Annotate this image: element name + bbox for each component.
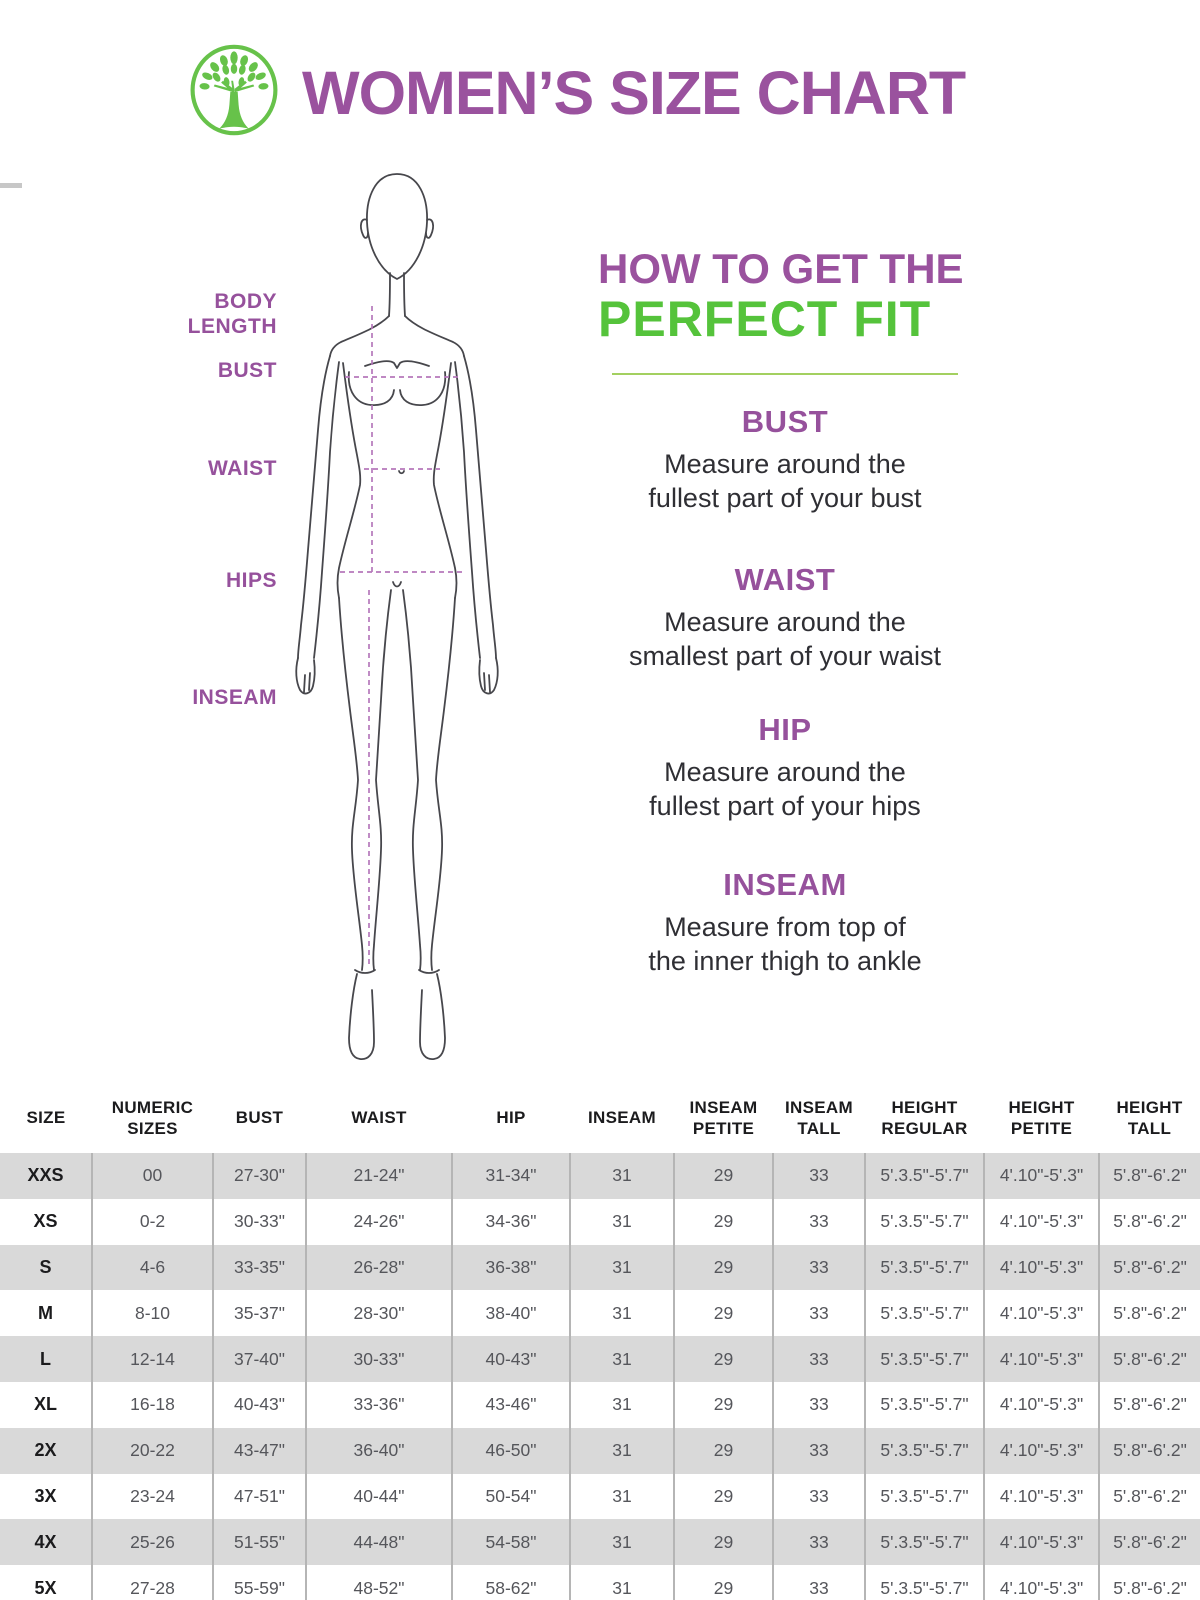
value-cell: 4'.10"-5'.3" [984,1153,1099,1199]
guide-text: smallest part of your waist [628,641,942,671]
guide-heading-hip: HIP [758,712,812,747]
size-cell: 4X [0,1519,92,1565]
size-row-xs [0,1199,1200,1245]
guide-text: Measure around the [664,607,906,637]
value-cell: 4'.10"-5'.3" [984,1336,1099,1382]
guide-title-line1: HOW TO GET THE [598,245,964,292]
value-cell: 5'.3.5"-5'.7" [865,1290,984,1336]
value-cell: 33 [773,1565,865,1600]
value-cell: 5'.3.5"-5'.7" [865,1199,984,1245]
value-cell: 51-55" [213,1519,306,1565]
value-cell: 5'.8"-6'.2" [1099,1382,1200,1428]
value-cell: 4'.10"-5'.3" [984,1382,1099,1428]
value-cell: 47-51" [213,1474,306,1520]
guide-text: fullest part of your hips [649,791,921,821]
value-cell: 50-54" [452,1474,570,1520]
size-row-xxs [0,1153,1200,1199]
page-title: WOMEN’S SIZE CHART [302,59,966,127]
value-cell: 29 [674,1290,773,1336]
figure-label-waist: WAIST [208,457,277,480]
figure-label-bust: BUST [217,359,277,382]
value-cell: 31 [570,1565,674,1600]
size-row-5x [0,1565,1200,1600]
body-figure-illustration [287,170,517,1070]
guide-text: the inner thigh to ankle [648,946,922,976]
column-header-height-regular: HEIGHT REGULAR [865,1068,984,1153]
size-cell: 5X [0,1565,92,1600]
value-cell: 5'.3.5"-5'.7" [865,1336,984,1382]
value-cell: 5'.3.5"-5'.7" [865,1428,984,1474]
value-cell: 27-28 [92,1565,213,1600]
value-cell: 48-52" [306,1565,452,1600]
value-cell: 29 [674,1519,773,1565]
value-cell: 54-58" [452,1519,570,1565]
value-cell: 40-43" [452,1336,570,1382]
guide-title-line2: PERFECT FIT [598,291,932,347]
value-cell: 5'.8"-6'.2" [1099,1428,1200,1474]
value-cell: 46-50" [452,1428,570,1474]
figure-label-inseam: INSEAM [192,686,277,709]
value-cell: 4'.10"-5'.3" [984,1199,1099,1245]
value-cell: 5'.8"-6'.2" [1099,1290,1200,1336]
value-cell: 31 [570,1336,674,1382]
size-row-4x [0,1519,1200,1565]
value-cell: 40-43" [213,1382,306,1428]
column-header-inseam-petite: INSEAM PETITE [674,1068,773,1153]
value-cell: 29 [674,1428,773,1474]
value-cell: 29 [674,1474,773,1520]
size-table-header-row [0,1068,1200,1153]
value-cell: 5'.3.5"-5'.7" [865,1245,984,1291]
value-cell: 26-28" [306,1245,452,1291]
value-cell: 31 [570,1428,674,1474]
guide-heading-inseam: INSEAM [723,867,847,902]
guide-heading-bust: BUST [741,404,829,439]
value-cell: 33 [773,1153,865,1199]
guide-heading-waist: WAIST [734,562,836,597]
value-cell: 44-48" [306,1519,452,1565]
value-cell: 30-33" [213,1199,306,1245]
value-cell: 20-22 [92,1428,213,1474]
value-cell: 4-6 [92,1245,213,1291]
value-cell: 31 [570,1382,674,1428]
value-cell: 5'.8"-6'.2" [1099,1474,1200,1520]
value-cell: 29 [674,1153,773,1199]
value-cell: 5'.8"-6'.2" [1099,1199,1200,1245]
size-cell: XS [0,1199,92,1245]
value-cell: 43-46" [452,1382,570,1428]
value-cell: 37-40" [213,1336,306,1382]
value-cell: 29 [674,1336,773,1382]
value-cell: 21-24" [306,1153,452,1199]
value-cell: 4'.10"-5'.3" [984,1290,1099,1336]
value-cell: 4'.10"-5'.3" [984,1519,1099,1565]
value-cell: 16-18 [92,1382,213,1428]
value-cell: 33 [773,1382,865,1428]
value-cell: 33 [773,1519,865,1565]
value-cell: 33 [773,1290,865,1336]
figure-label-body-length: BODY LENGTH [187,290,277,338]
guide-text: Measure from top of [664,912,906,942]
column-header-hip: HIP [452,1068,570,1153]
value-cell: 29 [674,1199,773,1245]
value-cell: 5'.3.5"-5'.7" [865,1565,984,1600]
size-cell: 2X [0,1428,92,1474]
tree-logo-icon [188,42,280,138]
value-cell: 5'.8"-6'.2" [1099,1565,1200,1600]
value-cell: 00 [92,1153,213,1199]
value-cell: 33 [773,1428,865,1474]
value-cell: 31 [570,1153,674,1199]
size-table-body [0,1153,1200,1600]
guide-section-hip [598,712,972,823]
value-cell: 29 [674,1245,773,1291]
value-cell: 5'.3.5"-5'.7" [865,1382,984,1428]
value-cell: 34-36" [452,1199,570,1245]
value-cell: 38-40" [452,1290,570,1336]
guide-divider [612,373,958,375]
value-cell: 40-44" [306,1474,452,1520]
value-cell: 43-47" [213,1428,306,1474]
value-cell: 5'.3.5"-5'.7" [865,1474,984,1520]
value-cell: 4'.10"-5'.3" [984,1565,1099,1600]
value-cell: 31 [570,1474,674,1520]
value-cell: 12-14 [92,1336,213,1382]
column-header-inseam: INSEAM [570,1068,674,1153]
edge-tick [0,183,22,188]
value-cell: 35-37" [213,1290,306,1336]
column-header-size: SIZE [0,1068,92,1153]
value-cell: 29 [674,1382,773,1428]
value-cell: 5'.3.5"-5'.7" [865,1153,984,1199]
value-cell: 4'.10"-5'.3" [984,1428,1099,1474]
value-cell: 8-10 [92,1290,213,1336]
column-header-inseam-tall: INSEAM TALL [773,1068,865,1153]
value-cell: 55-59" [213,1565,306,1600]
guide-text: fullest part of your bust [648,483,922,513]
value-cell: 5'.8"-6'.2" [1099,1519,1200,1565]
value-cell: 31-34" [452,1153,570,1199]
column-header-bust: BUST [213,1068,306,1153]
value-cell: 31 [570,1245,674,1291]
value-cell: 29 [674,1565,773,1600]
column-header-numeric-sizes: NUMERIC SIZES [92,1068,213,1153]
value-cell: 0-2 [92,1199,213,1245]
size-cell: S [0,1245,92,1291]
value-cell: 31 [570,1290,674,1336]
value-cell: 33 [773,1474,865,1520]
value-cell: 31 [570,1519,674,1565]
size-cell: XL [0,1382,92,1428]
size-row-2x [0,1428,1200,1474]
guide-text: Measure around the [664,449,906,479]
value-cell: 24-26" [306,1199,452,1245]
size-row-m [0,1290,1200,1336]
value-cell: 5'.8"-6'.2" [1099,1245,1200,1291]
size-cell: 3X [0,1474,92,1520]
size-cell: M [0,1290,92,1336]
size-table-wrapper [0,1068,1200,1600]
value-cell: 33-36" [306,1382,452,1428]
fit-guide [598,245,972,976]
guide-text: Measure around the [664,757,906,787]
size-row-s [0,1245,1200,1291]
guide-section-waist [598,562,972,673]
size-row-l [0,1336,1200,1382]
guide-section-bust [598,404,972,515]
figure-label-hips: HIPS [225,569,277,592]
column-header-height-petite: HEIGHT PETITE [984,1068,1099,1153]
value-cell: 23-24 [92,1474,213,1520]
value-cell: 25-26 [92,1519,213,1565]
value-cell: 27-30" [213,1153,306,1199]
value-cell: 30-33" [306,1336,452,1382]
value-cell: 33 [773,1336,865,1382]
size-cell: L [0,1336,92,1382]
size-row-xl [0,1382,1200,1428]
value-cell: 33 [773,1245,865,1291]
size-row-3x [0,1474,1200,1520]
value-cell: 5'.8"-6'.2" [1099,1336,1200,1382]
value-cell: 58-62" [452,1565,570,1600]
value-cell: 5'.8"-6'.2" [1099,1153,1200,1199]
size-table [0,1068,1200,1600]
value-cell: 5'.3.5"-5'.7" [865,1519,984,1565]
column-header-waist: WAIST [306,1068,452,1153]
guide-section-inseam [598,867,972,978]
value-cell: 36-38" [452,1245,570,1291]
value-cell: 33-35" [213,1245,306,1291]
value-cell: 33 [773,1199,865,1245]
value-cell: 31 [570,1199,674,1245]
value-cell: 36-40" [306,1428,452,1474]
value-cell: 28-30" [306,1290,452,1336]
value-cell: 4'.10"-5'.3" [984,1474,1099,1520]
value-cell: 4'.10"-5'.3" [984,1245,1099,1291]
column-header-height-tall: HEIGHT TALL [1099,1068,1200,1153]
size-cell: XXS [0,1153,92,1199]
